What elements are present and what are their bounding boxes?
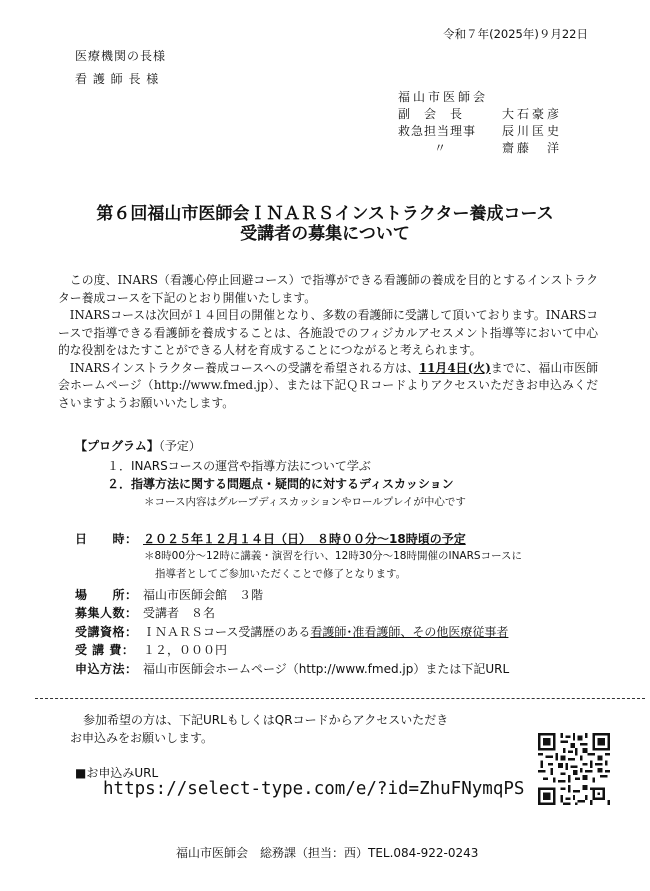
document-subtitle: 受講者の募集について [240, 224, 410, 244]
sender-name: 齋藤 洋 [502, 141, 563, 155]
eligibility-label: 受講資格： [75, 625, 138, 639]
body-paragraph: この度、INARS（看護心停止回避コース）で指導ができる看護師の養成を目的とするインストラクター養成コースを下記のとおり開催いたします。 [58, 273, 598, 305]
program-sub-note: ＊コース内容はグループディスカッションやロールプレイが中心です [144, 496, 466, 508]
body-text-segment: INARSインストラクター養成コースへの受講を希望される方は、 [69, 360, 419, 375]
issue-date: 令和７年(2025年)９月22日 [443, 27, 588, 41]
footer-notice: お申込みをお願いします。 [70, 731, 214, 745]
detail-fee [75, 641, 227, 658]
sender-org: 福山市医師会 [398, 90, 489, 104]
contact-info: 福山市医師会 総務課（担当：西）TEL.084-922-0243 [176, 846, 479, 860]
detail-application [75, 660, 509, 677]
body-paragraph: INARSコースは次回が１４回目の開催となり、多数の看護師に受講して頂いております。INARSコースで指導できる看護師を養成することは、各施設でのフィジカルアセスメント指導等において中心的な役割をはたすことができる人材を育成することにつながると考えられます。 [58, 308, 598, 357]
detail-datetime [75, 530, 466, 547]
datetime-label: 日 時： [75, 532, 138, 546]
eligibility-targets: 看護師･准看護師、その他医療従事者 [310, 625, 509, 639]
program-item: １．INARSコースの運営や指導方法について学ぶ [107, 459, 371, 473]
body-paragraph [58, 360, 598, 413]
program-heading: 【プログラム】 [75, 439, 159, 453]
program-heading-row [75, 437, 201, 454]
application-deadline: 11月4日(火) [418, 360, 491, 375]
application-value: 福山市医師会ホームページ（http://www.fmed.jp）または下記URL [143, 662, 510, 676]
sender-row [398, 105, 562, 122]
sender-row [398, 139, 562, 156]
sender-name: 大石豪彦 [502, 107, 563, 121]
datetime-note: 指導者としてご参加いただくことで修了となります。 [155, 568, 407, 580]
apply-url-link[interactable]: https://select-type.com/e/?id=ZhuFNymqPS [103, 779, 525, 799]
detail-capacity [75, 604, 215, 621]
body-text-segment: までに、福山市医師会ホームページ（http://www.fmed.jp）、または下記ＱＲコードよりアクセスいただきお申込みくださいますようお願いいたします。 [58, 360, 598, 410]
detail-eligibility [75, 623, 508, 640]
place-value: 福山市医師会館 ３階 [143, 588, 264, 602]
eligibility-prefix: ＩＮＡＲＳコース受講歴のある [143, 625, 311, 639]
sender-role: 〃 [434, 141, 448, 155]
body-text [58, 272, 598, 412]
footer-notice: 参加希望の方は、下記URLもしくはQRコードからアクセスいただき [83, 713, 449, 727]
place-label: 場 所： [75, 588, 138, 602]
document-title: 第６回福山市医師会ＩＮＡＲＳインストラクター養成コース [96, 204, 554, 224]
sender-role: 副 会 長 [398, 107, 464, 121]
fee-label: 受 講 費： [75, 643, 135, 657]
capacity-label: 募集人数： [75, 606, 138, 620]
application-label: 申込方法： [75, 662, 138, 676]
program-item: ２．指導方法に関する問題点・疑問的に対するディスカッション [107, 477, 454, 491]
cut-line [35, 698, 645, 699]
sender-row [398, 122, 562, 139]
detail-place [75, 586, 263, 603]
program-note: （予定） [158, 439, 201, 453]
sender-role: 救急担当理事 [398, 124, 477, 138]
qr-code-icon[interactable] [538, 733, 610, 805]
apply-url-heading: ■お申込みURL [75, 766, 159, 780]
addressee-hospital-heads: 医療機関の長様 [75, 49, 167, 63]
datetime-value: ２０２５年１２月１４日（日） ８時００分～18時頃の予定 [143, 532, 466, 546]
sender-name: 辰川匡史 [502, 124, 563, 138]
capacity-value: 受講者 ８名 [143, 606, 216, 620]
datetime-note: ＊8時00分～12時に講義・演習を行い、12時30分～18時開催のINARSコースに [144, 550, 523, 562]
fee-value: １２，０００円 [143, 643, 228, 657]
addressee-head-nurses: 看 護 師 長 様 [75, 72, 160, 86]
